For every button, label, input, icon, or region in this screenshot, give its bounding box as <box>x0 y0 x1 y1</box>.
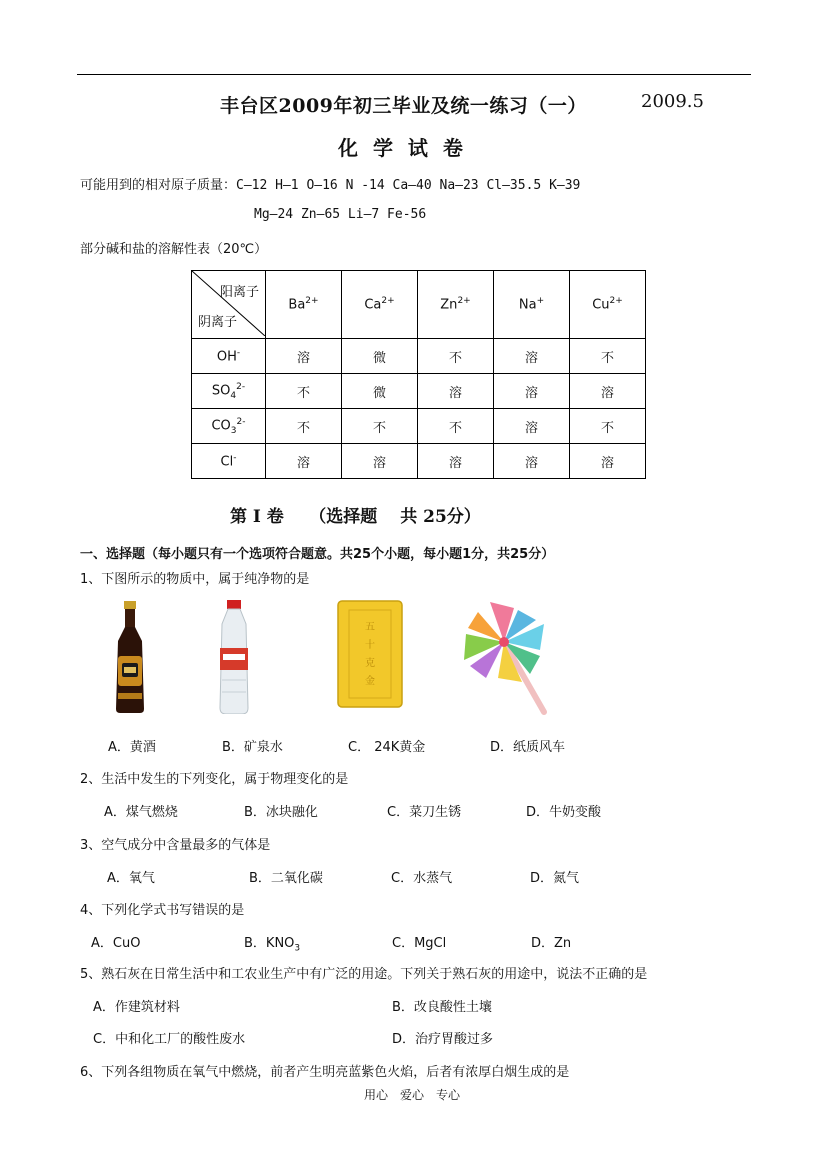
table-cell: 溶 <box>418 444 494 479</box>
question-4-stem: 4、下列化学式书写错误的是 <box>80 903 245 918</box>
anion-header: OH- <box>192 339 266 374</box>
cation-header: $Ba^{2+}$ <box>266 271 342 339</box>
table-cell: 不 <box>342 409 418 444</box>
question-3-option-c: C．水蒸气 <box>391 871 453 886</box>
anion-header: $SO_4^{2-}$ <box>192 374 266 409</box>
part-title: 第 I 卷 （选择题 共 25分） <box>230 507 481 527</box>
question-2-option-b: B．冰块融化 <box>244 805 318 820</box>
cation-header: Na+ <box>494 271 570 339</box>
question-1-stem: 1、下图所示的物质中，属于纯净物的是 <box>80 572 310 587</box>
table-cell: 溶 <box>418 374 494 409</box>
table-cell: 不 <box>570 409 646 444</box>
question-1-option-b: B．矿泉水 <box>222 740 283 755</box>
table-cell: 溶 <box>494 444 570 479</box>
table-cell: 溶 <box>570 374 646 409</box>
question-5-option-c: C．中和化工厂的酸性废水 <box>93 1032 246 1047</box>
table-row <box>192 444 646 479</box>
exam-title <box>220 91 587 118</box>
table-cell: 不 <box>266 409 342 444</box>
question-6-stem: 6、下列各组物质在氧气中燃烧，前者产生明亮蓝紫色火焰，后者有浓厚白烟生成的是 <box>80 1065 570 1080</box>
solubility-table <box>191 270 646 479</box>
table-header-row <box>192 271 646 339</box>
atomic-masses-line1: 可能用到的相对原子质量：C—12 H—1 O—16 N -14 Ca—40 Na—23 Cl—35.5 K—39 <box>80 178 581 193</box>
question-1-option-d: D．纸质风车 <box>490 740 566 755</box>
pinwheel-icon <box>460 598 548 716</box>
question-3-stem: 3、空气成分中含量最多的气体是 <box>80 838 271 853</box>
corner-anion-label: 阴离子 <box>198 315 238 330</box>
table-cell: 溶 <box>494 339 570 374</box>
question-4-option-c: C．MgCl <box>392 936 447 951</box>
question-1-option-c: C． 24K黄金 <box>348 740 426 755</box>
question-5-option-b: B．改良酸性土壤 <box>392 1000 492 1015</box>
svg-text:克: 克 <box>365 658 375 669</box>
question-1-option-a: A．黄酒 <box>108 740 156 755</box>
table-row <box>192 409 646 444</box>
question-5-option-a: A．作建筑材料 <box>93 1000 180 1015</box>
cation-header: $Ca^{2+}$ <box>342 271 418 339</box>
svg-text:五: 五 <box>365 622 375 633</box>
question-3-option-a: A．氧气 <box>107 871 155 886</box>
question-5-option-d: D．治疗胃酸过多 <box>392 1032 494 1047</box>
gold-bar-icon <box>337 600 403 708</box>
table-row <box>192 374 646 409</box>
table-cell: 溶 <box>342 444 418 479</box>
question-2-option-c: C．菜刀生锈 <box>387 805 462 820</box>
table-cell: 微 <box>342 339 418 374</box>
anion-header: $CO_3^{2-}$ <box>192 409 266 444</box>
corner-cation-label: 阳离子 <box>219 285 259 300</box>
table-row <box>192 339 646 374</box>
atomic-masses-line2: Mg—24 Zn—65 Li—7 Fe-56 <box>254 207 427 222</box>
question-3-option-b: B．二氧化碳 <box>249 871 323 886</box>
table-cell: 不 <box>570 339 646 374</box>
question-2-stem: 2、生活中发生的下列变化，属于物理变化的是 <box>80 772 349 787</box>
cation-header: $Zn^{2+}$ <box>418 271 494 339</box>
water-bottle-icon <box>214 600 254 714</box>
exam-subtitle: 化 学 试 卷 <box>338 136 467 160</box>
page-footer: 用心 爱心 专心 <box>364 1088 461 1102</box>
wine-bottle-icon <box>108 601 152 713</box>
table-cell: 溶 <box>266 444 342 479</box>
svg-text:十: 十 <box>365 640 375 651</box>
top-rule <box>77 74 751 75</box>
table-cell: 溶 <box>570 444 646 479</box>
question-2-option-a: A．煤气燃烧 <box>104 805 178 820</box>
anion-header: Cl- <box>192 444 266 479</box>
table-cell: 微 <box>342 374 418 409</box>
table-cell: 溶 <box>266 339 342 374</box>
table-cell: 溶 <box>494 374 570 409</box>
cation-header: $Cu^{2+}$ <box>570 271 646 339</box>
svg-text:金: 金 <box>365 676 375 687</box>
exam-title-text: 丰台区2009年初三毕业及统一练习（一） <box>220 95 587 117</box>
table-caption: 部分碱和盐的溶解性表（20℃） <box>80 242 268 257</box>
table-cell: 不 <box>418 409 494 444</box>
table-cell: 不 <box>418 339 494 374</box>
question-4-option-b: B．$KNO_3$ <box>244 936 301 954</box>
table-cell: 溶 <box>494 409 570 444</box>
question-2-option-d: D．牛奶变酸 <box>526 805 602 820</box>
exam-date: 2009.5 <box>641 91 704 112</box>
section-heading: 一、选择题（每小题只有一个选项符合题意。共25个小题，每小题1分，共25分） <box>80 547 555 562</box>
question-5-stem: 5、熟石灰在日常生活中和工农业生产中有广泛的用途。下列关于熟石灰的用途中，说法不正确的是 <box>80 967 648 982</box>
question-4-option-a: A．CuO <box>91 936 141 951</box>
question-4-option-d: D．Zn <box>531 936 572 951</box>
corner-cell <box>192 271 266 339</box>
question-3-option-d: D．氮气 <box>530 871 580 886</box>
table-cell: 不 <box>266 374 342 409</box>
